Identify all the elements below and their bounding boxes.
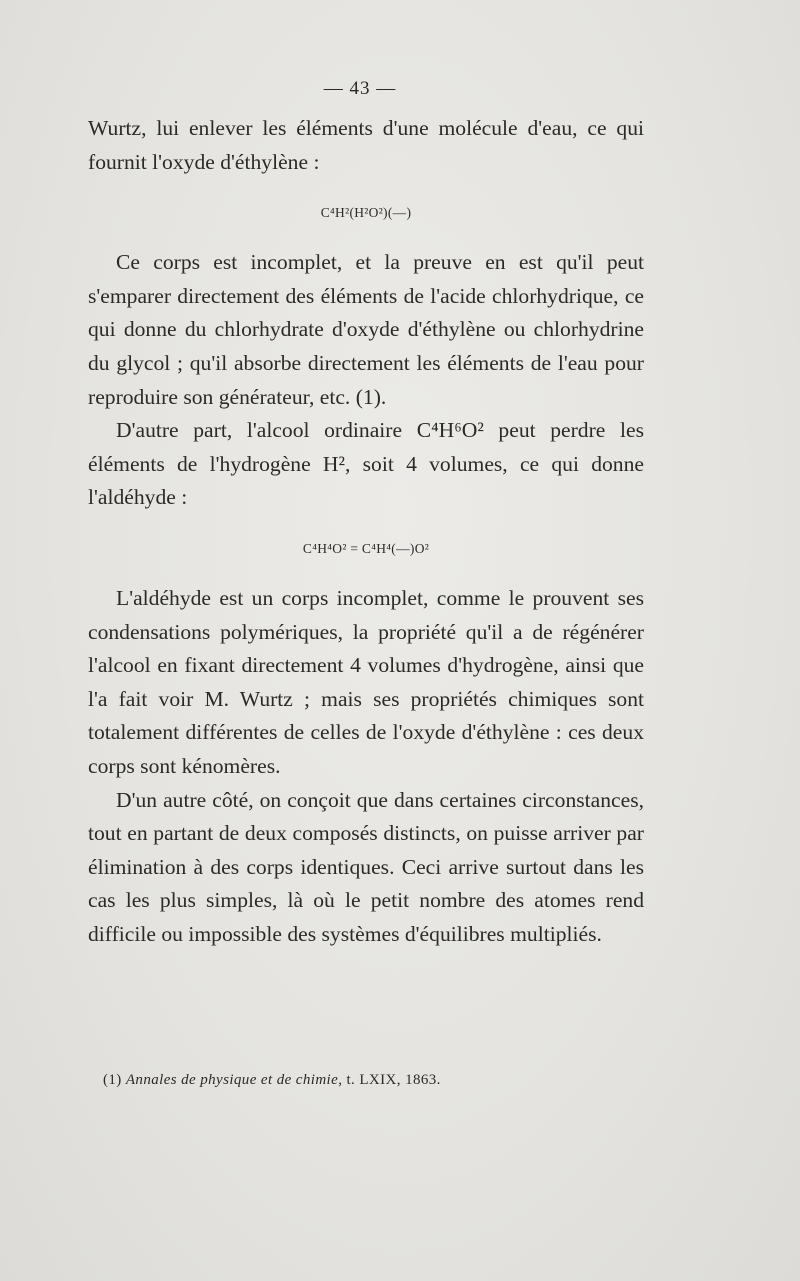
footnote-ref: , t. LXIX, 1863. (338, 1072, 441, 1088)
footnote-title: Annales de physique et de chimie (125, 1072, 339, 1088)
paragraph-alcohol: D'autre part, l'alcool ordinaire C⁴H⁶O² peut perdre les éléments de l'hydrogène H², soit 4 volumes, ce qui donne l'aldéhyde : (88, 418, 644, 510)
paragraph-identical-bodies: D'un autre côté, on conçoit que dans certaines circonstances, tout en partant de deux composés distincts, on puisse arriver par élimination à des corps identiques. Ceci arrive surtout dans les cas les plus simples, là où le petit nombre des atomes rend difficile ou impossible des systèmes d'équilibres multipliés. (88, 787, 644, 946)
formula-ethylene-oxide: C⁴H²(H²O²)(—) (320, 205, 412, 221)
paragraph-incomplete-body: Ce corps est incomplet, et la preuve en est qu'il peut s'emparer directement des éléments de l'acide chlorhydrique, ce qui donne du chlorhydrate d'oxyde d'éthylène ou chlorhydrine du glycol ; qu'il absorbe directement les éléments de l'eau pour reproduire son générateur, etc. (1). (88, 250, 644, 409)
intro-paragraph: Wurtz, lui enlever les éléments d'une molécule d'eau, ce qui fournit l'oxyde d'éthylène : (88, 116, 644, 174)
paragraph-aldehyde: L'aldéhyde est un corps incomplet, comme le prouvent ses condensations polymériques, la propriété qu'il a de régénérer l'alcool en fixant directement 4 volumes d'hydrogène, ainsi que l'a fait voir M. Wurtz ; mais ses propriétés chimiques sont totalement différentes de celles de l'oxyde d'éthylène : ces deux corps sont kénomères. (88, 585, 644, 778)
formula-aldehyde: C⁴H⁴O² = C⁴H⁴(—)O² (302, 540, 430, 556)
page-number: — 43 — (323, 78, 397, 99)
footnote (103, 1072, 663, 1089)
footnote-mark: (1) (103, 1072, 122, 1088)
body-text (88, 112, 644, 951)
